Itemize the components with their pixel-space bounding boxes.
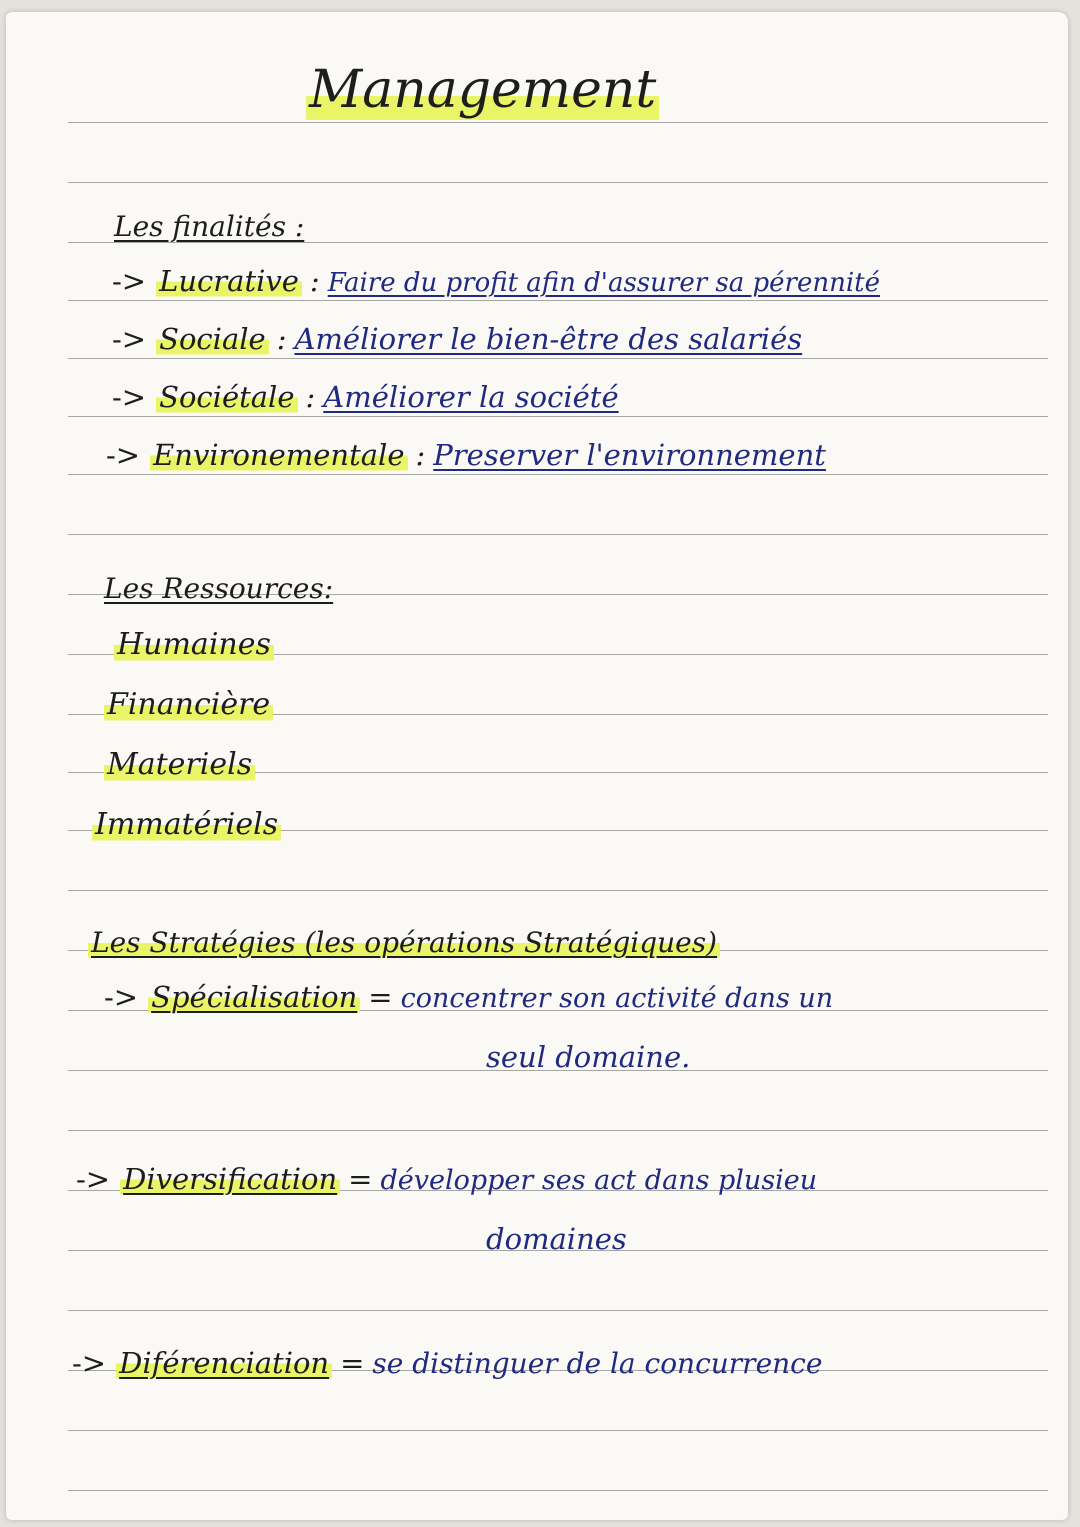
ressource-item <box>104 688 273 722</box>
strategie-item <box>72 1346 822 1381</box>
ressource-item <box>92 808 281 842</box>
strategie-definition-cont <box>486 1222 627 1256</box>
finalite-term: Environementale <box>150 438 407 472</box>
strategie-sep: = <box>348 1162 373 1196</box>
finalite-term: Sociale <box>156 322 269 356</box>
section-heading-strategies <box>88 926 720 960</box>
ruled-line <box>68 1310 1048 1311</box>
arrow-icon: -> <box>112 322 147 356</box>
ressource-label: Humaines <box>114 627 274 662</box>
section-heading-strategies-text: Les Stratégies (les opérations Stratégiques) <box>88 926 720 959</box>
strategie-definition: développer ses act dans plusieu <box>380 1165 818 1196</box>
ruled-line <box>68 1430 1048 1431</box>
finalite-definition: Améliorer le bien-être des salariés <box>294 322 803 356</box>
strategie-term: Spécialisation <box>148 980 360 1014</box>
arrow-icon: -> <box>112 264 147 298</box>
finalite-sep: : <box>305 380 316 414</box>
ressource-item <box>114 628 274 662</box>
strategie-item <box>76 1162 817 1198</box>
section-heading-ressources-text: Les Ressources: <box>104 572 334 605</box>
ruled-line <box>68 1130 1048 1131</box>
finalite-sep: : <box>309 264 320 298</box>
ressource-item <box>104 748 255 782</box>
strategie-definition-cont <box>486 1040 690 1074</box>
strategie-term: Diférenciation <box>116 1346 332 1380</box>
section-heading-finalites <box>114 210 304 244</box>
arrow-icon: -> <box>72 1346 107 1380</box>
strategie-sep: = <box>340 1346 365 1380</box>
finalite-item <box>112 322 802 356</box>
finalite-definition: Améliorer la société <box>323 380 619 414</box>
ruled-line <box>68 474 1048 475</box>
ruled-line <box>68 890 1048 891</box>
ruled-line <box>68 122 1048 123</box>
notebook-page <box>6 12 1068 1520</box>
arrow-icon: -> <box>76 1162 111 1196</box>
section-heading-ressources <box>104 572 333 606</box>
finalite-item <box>112 380 619 414</box>
finalite-definition: Faire du profit afin d'assurer sa pérennité <box>327 268 880 298</box>
finalite-item <box>112 264 880 300</box>
page-title-text: Management <box>306 60 659 120</box>
ruled-line <box>68 416 1048 417</box>
strategie-definition-cont-text: domaines <box>486 1222 627 1256</box>
page-title <box>306 60 659 120</box>
strategie-sep: = <box>368 980 393 1014</box>
arrow-icon: -> <box>112 380 147 414</box>
strategie-definition-cont-text: seul domaine. <box>486 1040 691 1074</box>
ressource-label: Materiels <box>104 747 255 782</box>
finalite-sep: : <box>276 322 287 356</box>
ruled-line <box>68 1490 1048 1491</box>
strategie-term: Diversification <box>120 1162 340 1196</box>
ruled-line <box>68 358 1048 359</box>
ruled-line <box>68 182 1048 183</box>
strategie-definition: concentrer son activité dans un <box>400 983 834 1014</box>
section-heading-finalites-text: Les finalités : <box>114 210 305 243</box>
ruled-line <box>68 300 1048 301</box>
finalite-term: Lucrative <box>156 264 302 298</box>
ressource-label: Immatériels <box>92 807 281 842</box>
finalite-item <box>106 438 826 472</box>
arrow-icon: -> <box>106 438 141 472</box>
strategie-item <box>104 980 833 1016</box>
finalite-sep: : <box>415 438 426 472</box>
finalite-definition: Preserver l'environnement <box>433 438 826 472</box>
arrow-icon: -> <box>104 980 139 1014</box>
ressource-label: Financière <box>104 687 273 722</box>
ruled-line <box>68 534 1048 535</box>
strategie-definition: se distinguer de la concurrence <box>372 1347 823 1380</box>
finalite-term: Sociétale <box>156 380 297 414</box>
